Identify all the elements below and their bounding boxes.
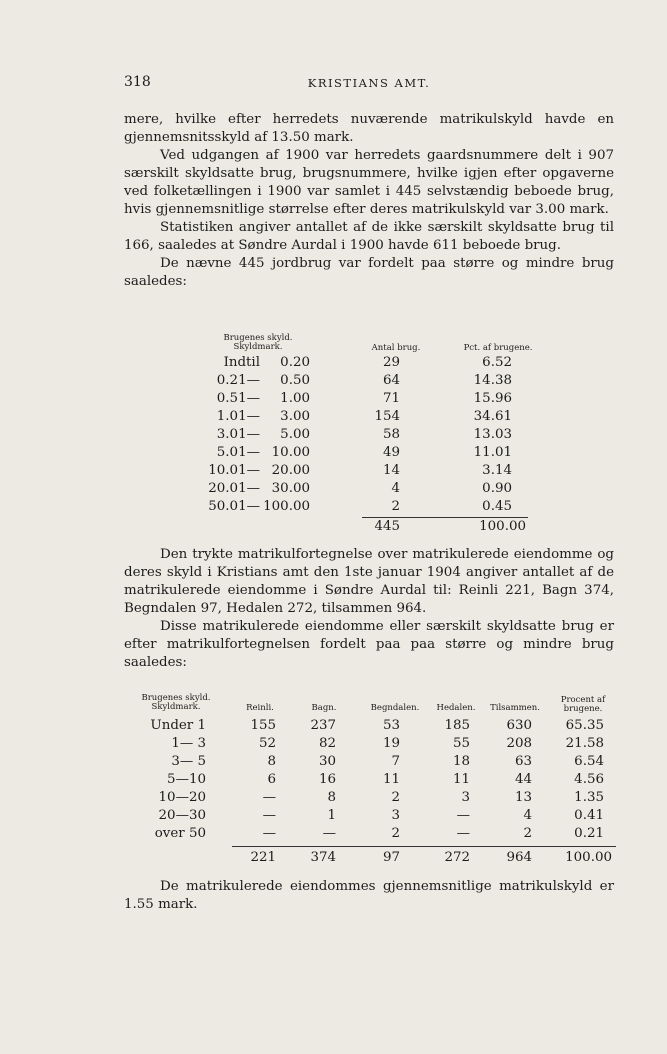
cell-count: 14 <box>382 463 400 478</box>
cell-class-lo: 20.01— <box>208 481 260 496</box>
column-header-begndalen: Begndalen. <box>370 703 420 713</box>
table-row <box>210 427 550 445</box>
sum-rule <box>362 517 528 518</box>
cell-hedalen: — <box>456 826 470 841</box>
cell-reinli: 52 <box>258 736 276 751</box>
table-row <box>210 409 550 427</box>
column-header-bagn: Bagn. <box>311 703 337 713</box>
cell-class-hi: 0.50 <box>280 373 310 388</box>
paragraph: Ved udgangen af 1900 var herredets gaardsnummere delt i 907 særskilt skyldsatte brug, brugsnummere, hvilke igjen efter opgaverne ved folketællingen i 1900 var samlet i 445 selvstændig beboede brug, hvis gjennemsnitlige størrelse efter deres matrikulskyld var 3.00 mark. <box>124 148 614 217</box>
cell-begndalen: 3 <box>391 808 400 823</box>
cell-count: 154 <box>374 409 400 424</box>
cell-bagn: 8 <box>327 790 336 805</box>
cell-begndalen: 53 <box>382 718 400 733</box>
cell-reinli: — <box>262 808 276 823</box>
cell-class-hi: 3.00 <box>280 409 310 424</box>
cell-hedalen: — <box>456 808 470 823</box>
cell-reinli: — <box>262 826 276 841</box>
cell-count: 58 <box>382 427 400 442</box>
cell-begndalen: 7 <box>391 754 400 769</box>
cell-reinli: 8 <box>267 754 276 769</box>
table-row <box>124 718 616 736</box>
total-count: 445 <box>374 519 400 534</box>
cell-class-hi: 5.00 <box>280 427 310 442</box>
cell-reinli: 155 <box>250 718 276 733</box>
cell-class-hi: 10.00 <box>271 445 310 460</box>
cell-pct: 6.54 <box>574 754 604 769</box>
cell-count: 71 <box>382 391 400 406</box>
text-block-top <box>124 111 614 291</box>
running-header <box>124 74 614 94</box>
cell-count: 49 <box>382 445 400 460</box>
cell-pct: 0.41 <box>574 808 604 823</box>
total-pct: 100.00 <box>565 850 612 865</box>
cell-pct: 13.03 <box>473 427 512 442</box>
cell-pct: 4.56 <box>574 772 604 787</box>
cell-class-lo: 3.01— <box>216 427 260 442</box>
table-row <box>124 736 616 754</box>
column-header-count: Antal brug. <box>371 343 421 353</box>
cell-class-lo: 50.01— <box>208 499 260 514</box>
cell-bagn: 16 <box>318 772 336 787</box>
page-number: 318 <box>124 74 151 90</box>
cell-pct: 34.61 <box>473 409 512 424</box>
cell-hedalen: 3 <box>461 790 470 805</box>
column-header-reinli: Reinli. <box>246 703 274 713</box>
cell-tilsammen: 44 <box>514 772 532 787</box>
cell-hedalen: 11 <box>452 772 470 787</box>
cell-hedalen: 18 <box>452 754 470 769</box>
cell-class-lo: 5.01— <box>216 445 260 460</box>
cell-bagn: 1 <box>327 808 336 823</box>
table-row <box>210 481 550 499</box>
cell-pct: 15.96 <box>473 391 512 406</box>
total-row <box>124 850 616 868</box>
total-pct: 100.00 <box>479 519 526 534</box>
cell-tilsammen: 4 <box>523 808 532 823</box>
cell-reinli: 6 <box>267 772 276 787</box>
cell-tilsammen: 2 <box>523 826 532 841</box>
total-hedalen: 272 <box>444 850 470 865</box>
cell-class-lo: 10.01— <box>208 463 260 478</box>
column-header-class: Brugenes skyld. Skyldmark. <box>223 333 293 352</box>
cell-reinli: — <box>262 790 276 805</box>
total-tilsammen: 964 <box>506 850 532 865</box>
cell-pct: 3.14 <box>482 463 512 478</box>
cell-count: 2 <box>391 499 400 514</box>
cell-begndalen: 19 <box>382 736 400 751</box>
text-block-middle <box>124 546 614 672</box>
cell-class: 5—10 <box>167 772 206 787</box>
cell-class-lo: 0.51— <box>216 391 260 406</box>
cell-pct: 11.01 <box>473 445 512 460</box>
cell-pct: 0.21 <box>574 826 604 841</box>
cell-pct: 21.58 <box>565 736 604 751</box>
paragraph: Den trykte matrikulfortegnelse over matrikulerede eiendomme og deres skyld i Kristians amt den 1ste januar 1904 angiver antallet af de matrikulerede eiendomme i Søndre Aurdal til: Reinli 221, Bagn 374, Begndalen 97, Hedalen 272, tilsammen 964. <box>124 547 614 616</box>
cell-hedalen: 55 <box>452 736 470 751</box>
cell-tilsammen: 208 <box>506 736 532 751</box>
cell-pct: 14.38 <box>473 373 512 388</box>
cell-begndalen: 2 <box>391 790 400 805</box>
table-row <box>210 373 550 391</box>
cell-class-hi: 30.00 <box>271 481 310 496</box>
column-header-hedalen: Hedalen. <box>436 703 476 713</box>
cell-hedalen: 185 <box>444 718 470 733</box>
table-row <box>124 826 616 844</box>
cell-class-hi: 0.20 <box>280 355 310 370</box>
paragraph: Statistiken angiver antallet af de ikke særskilt skyldsatte brug til 166, saaledes at Søndre Aurdal i 1900 havde 611 beboede brug. <box>124 220 614 253</box>
cell-bagn: 30 <box>318 754 336 769</box>
cell-bagn: 82 <box>318 736 336 751</box>
paragraph: Disse matrikulerede eiendomme eller særskilt skyldsatte brug er efter matrikulfortegnelsen fordelt paa paa større og mindre brug saaledes: <box>124 619 614 670</box>
sum-rule <box>232 846 616 847</box>
cell-bagn: — <box>322 826 336 841</box>
table-row <box>210 445 550 463</box>
total-begndalen: 97 <box>382 850 400 865</box>
cell-count: 64 <box>382 373 400 388</box>
paragraph: De nævne 445 jordbrug var fordelt paa større og mindre brug saaledes: <box>124 256 614 289</box>
cell-tilsammen: 63 <box>514 754 532 769</box>
cell-class: 20—30 <box>158 808 206 823</box>
table-row <box>210 391 550 409</box>
cell-class: 10—20 <box>158 790 206 805</box>
total-reinli: 221 <box>250 850 276 865</box>
table-row <box>124 754 616 772</box>
table-row <box>210 499 550 517</box>
cell-class: over 50 <box>154 826 206 841</box>
cell-class-lo: 0.21— <box>216 373 260 388</box>
cell-pct: 0.90 <box>482 481 512 496</box>
column-header-tilsammen: Tilsammen. <box>490 703 540 713</box>
cell-pct: 1.35 <box>574 790 604 805</box>
paragraph: mere, hvilke efter herredets nuværende matrikulskyld havde en gjennemsnitsskyld af 13.50 mark. <box>124 112 614 145</box>
header-title: KRISTIANS AMT. <box>307 76 431 90</box>
table-row <box>124 790 616 808</box>
table-row <box>124 772 616 790</box>
cell-tilsammen: 630 <box>506 718 532 733</box>
column-header-pct: Procent af brugene. <box>560 695 606 714</box>
cell-begndalen: 11 <box>382 772 400 787</box>
cell-class-lo: Indtil <box>223 355 260 370</box>
cell-class: 3— 5 <box>171 754 206 769</box>
cell-class: Under 1 <box>150 718 206 733</box>
cell-class-hi: 1.00 <box>280 391 310 406</box>
cell-class-lo: 1.01— <box>216 409 260 424</box>
cell-pct: 0.45 <box>482 499 512 514</box>
cell-class-hi: 100.00 <box>263 499 310 514</box>
cell-count: 29 <box>382 355 400 370</box>
cell-class-hi: 20.00 <box>271 463 310 478</box>
cell-class: 1— 3 <box>171 736 206 751</box>
total-bagn: 374 <box>310 850 336 865</box>
cell-tilsammen: 13 <box>514 790 532 805</box>
paragraph: De matrikulerede eiendommes gjennemsnitlige matrikulskyld er 1.55 mark. <box>124 879 614 912</box>
text-block-bottom <box>124 878 614 914</box>
total-row <box>210 519 550 537</box>
cell-pct: 6.52 <box>482 355 512 370</box>
cell-pct: 65.35 <box>565 718 604 733</box>
table-row <box>210 355 550 373</box>
column-header-pct: Pct. af brugene. <box>463 343 533 353</box>
table-row <box>210 463 550 481</box>
cell-count: 4 <box>391 481 400 496</box>
table-row <box>124 808 616 826</box>
cell-begndalen: 2 <box>391 826 400 841</box>
cell-bagn: 237 <box>310 718 336 733</box>
column-header-class: Brugenes skyld. Skyldmark. <box>141 693 211 712</box>
